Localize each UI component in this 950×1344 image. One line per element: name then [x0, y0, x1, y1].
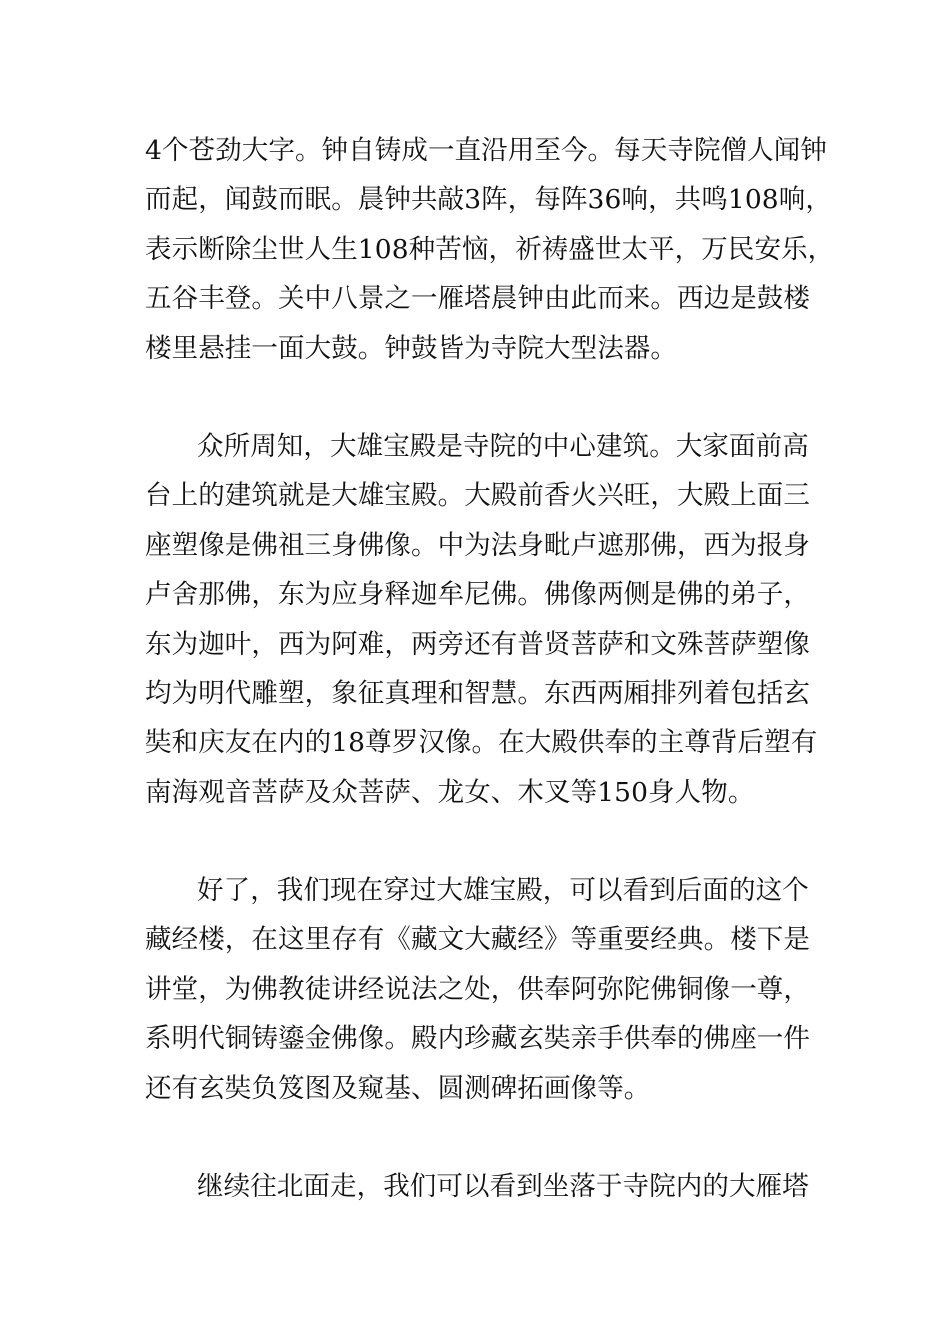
- paragraph-sutra-library: [145, 866, 825, 1113]
- text-line: 还有玄奘负笈图及窥基、圆测碑拓画像等。: [145, 1072, 651, 1104]
- text-line: 卢舍那佛，东为应身释迦牟尼佛。佛像两侧是佛的弟子，: [145, 579, 810, 611]
- text-line: 系明代铜铸鎏金佛像。殿内珍藏玄奘亲手供奉的佛座一件: [145, 1023, 810, 1055]
- text-line: 奘和庆友在内的18尊罗汉像。在大殿供奉的主尊背后塑有: [145, 727, 818, 759]
- text-line: 座塑像是佛祖三身佛像。中为法身毗卢遮那佛，西为报身: [145, 529, 810, 561]
- text-line: 台上的建筑就是大雄宝殿。大殿前香火兴旺，大殿上面三: [145, 480, 810, 512]
- text-line: 众所周知，大雄宝殿是寺院的中心建筑。大家面前高: [197, 431, 809, 462]
- text-line: 而起，闻鼓而眠。晨钟共敲3阵，每阵36响，共鸣108响，: [145, 184, 832, 216]
- paragraph-main-hall: [145, 422, 825, 817]
- text-line: 好了，我们现在穿过大雄宝殿，可以看到后面的这个: [197, 875, 809, 906]
- text-line: 均为明代雕塑，象征真理和智慧。东西两厢排列着包括玄: [145, 677, 810, 709]
- text-line: 楼里悬挂一面大鼓。钟鼓皆为寺院大型法器。: [145, 332, 677, 364]
- text-line: 藏经楼，在这里存有《藏文大藏经》等重要经典。楼下是: [145, 924, 810, 956]
- text-line: 4个苍劲大字。钟自铸成一直沿用至今。每天寺院僧人闻钟: [145, 135, 827, 166]
- text-line: 东为迦叶，西为阿难，两旁还有普贤菩萨和文殊菩萨塑像: [145, 628, 810, 660]
- text-line: 讲堂，为佛教徒讲经说法之处，供奉阿弥陀佛铜像一尊，: [145, 973, 810, 1005]
- paragraph-big-goose-pagoda: [145, 1162, 825, 1211]
- text-line: 继续往北面走，我们可以看到坐落于寺院内的大雁塔: [197, 1171, 809, 1202]
- paragraph-bell-drum-tower: [145, 126, 835, 373]
- text-line: 南海观音菩萨及众菩萨、龙女、木叉等150身人物。: [145, 776, 755, 808]
- text-line: 五谷丰登。关中八景之一雁塔晨钟由此而来。西边是鼓楼: [145, 283, 810, 315]
- text-line: 表示断除尘世人生108种苦恼，祈祷盛世太平，万民安乐，: [145, 233, 835, 265]
